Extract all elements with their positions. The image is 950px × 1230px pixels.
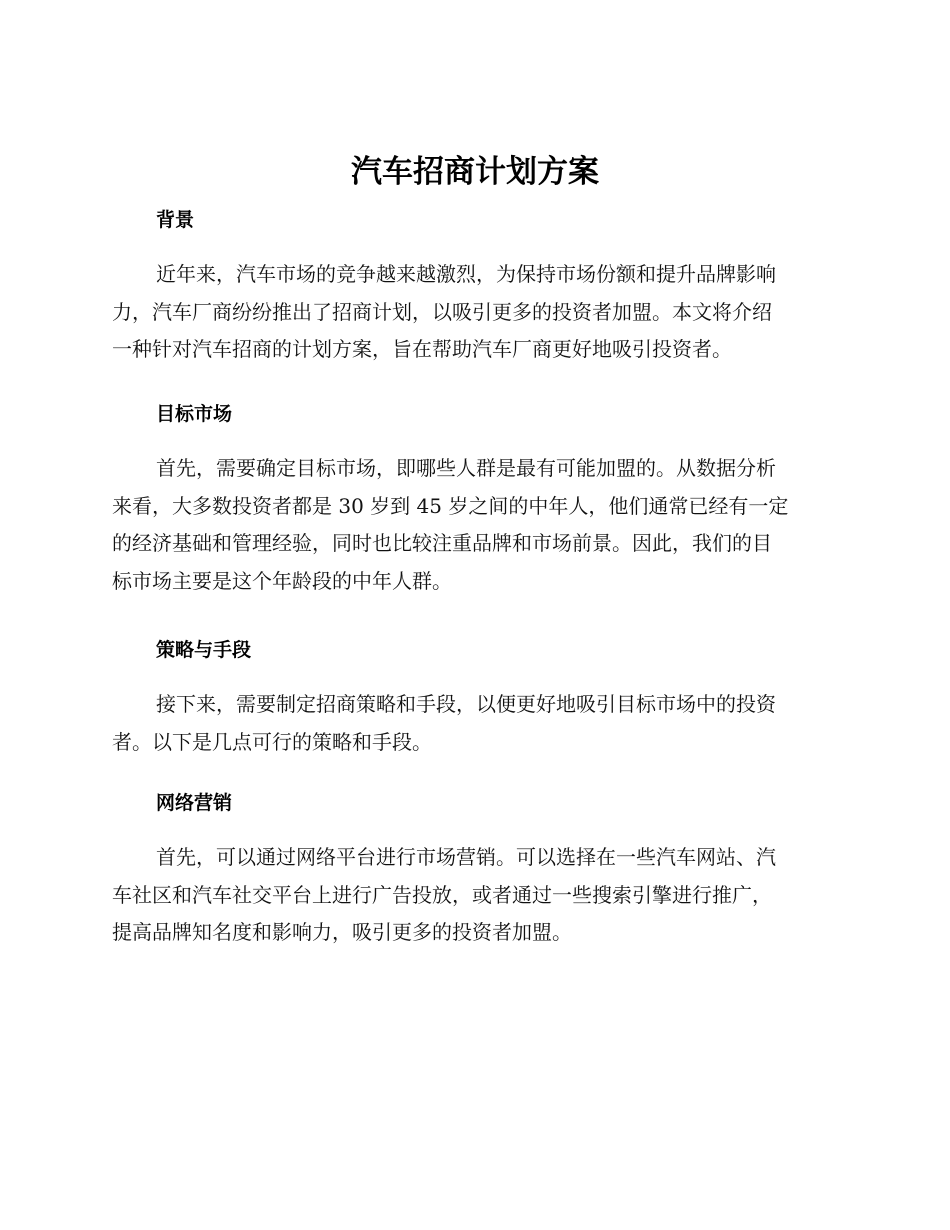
- section-heading-background: 背景: [156, 209, 195, 231]
- paragraph-line: 接下来，需要制定招商策略和手段，以便更好地吸引目标市场中的投资: [156, 692, 776, 716]
- section-paragraph-strategy: [112, 686, 828, 761]
- paragraph-line: 标市场主要是这个年龄段的中年人群。: [112, 568, 452, 593]
- paragraph-line: 车社区和汽车社交平台上进行广告投放，或者通过一些搜索引擎进行推广，: [112, 882, 772, 907]
- section-paragraph-background: [112, 256, 828, 369]
- paragraph-line: 近年来，汽车市场的竞争越来越激烈，为保持市场份额和提升品牌影响: [156, 262, 776, 286]
- section-heading-target-market: 目标市场: [156, 403, 233, 425]
- paragraph-line: 者。以下是几点可行的策略和手段。: [112, 729, 432, 754]
- paragraph-line: 首先，可以通过网络平台进行市场营销。可以选择在一些汽车网站、汽: [156, 845, 776, 869]
- paragraph-line: 来看，大多数投资者都是 30 岁到 45 岁之间的中年人，他们通常已经有一定: [112, 493, 789, 518]
- section-paragraph-target-market: [112, 450, 828, 600]
- paragraph-line: 首先，需要确定目标市场，即哪些人群是最有可能加盟的。从数据分析: [156, 456, 776, 480]
- paragraph-line: 提高品牌知名度和影响力，吸引更多的投资者加盟。: [112, 920, 572, 944]
- section-paragraph-online-marketing: [112, 839, 828, 952]
- section-heading-online-marketing: 网络营销: [156, 792, 233, 814]
- section-heading-strategy: 策略与手段: [156, 639, 252, 661]
- paragraph-line: 力，汽车厂商纷纷推出了招商计划，以吸引更多的投资者加盟。本文将介绍: [112, 299, 772, 324]
- paragraph-line: 一种针对汽车招商的计划方案，旨在帮助汽车厂商更好地吸引投资者。: [112, 337, 732, 361]
- paragraph-line: 的经济基础和管理经验，同时也比较注重品牌和市场前景。因此，我们的目: [112, 531, 772, 555]
- document-title: 汽车招商计划方案: [351, 154, 599, 190]
